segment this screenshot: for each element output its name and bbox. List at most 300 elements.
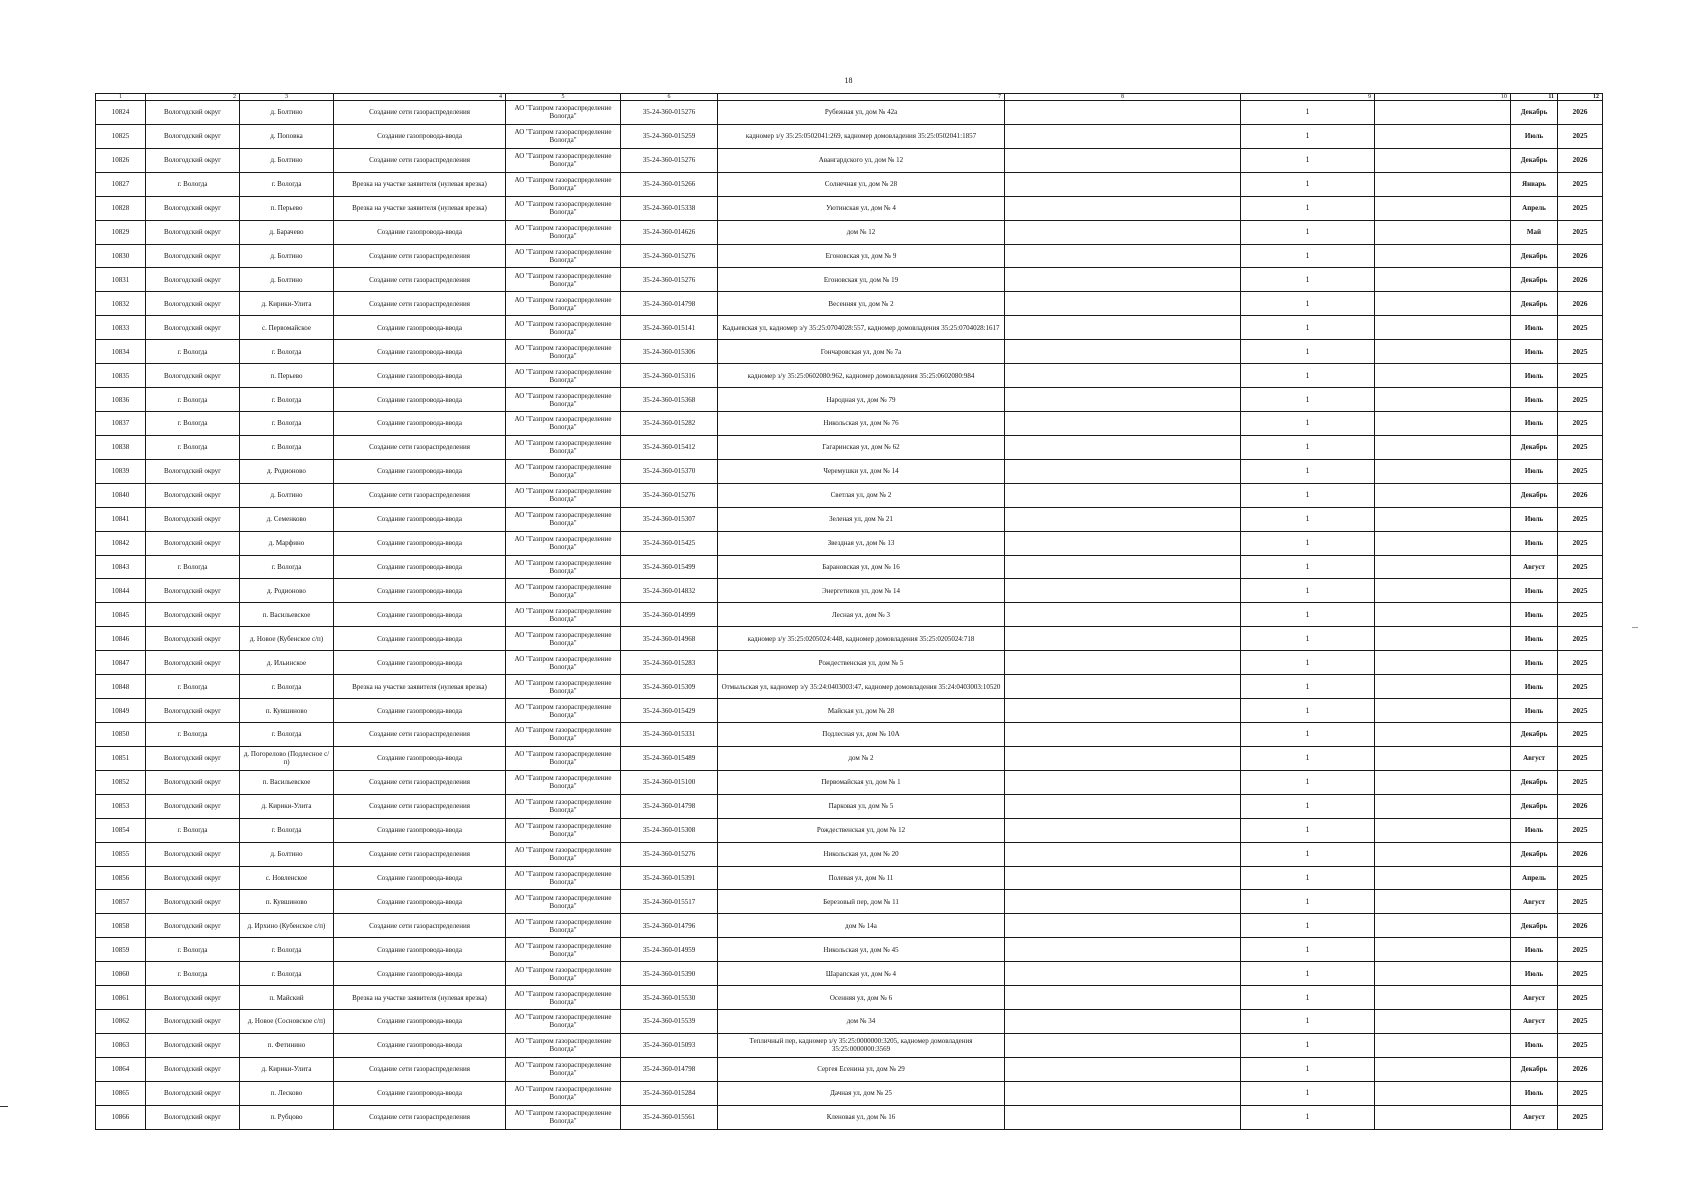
settlement-cell: д. Барачево <box>240 220 334 244</box>
month-cell: Август <box>1511 1010 1558 1034</box>
application-number-cell: 35-24-360-015307 <box>621 507 718 531</box>
row-id-cell: 10855 <box>96 842 146 866</box>
address-cell: Гончаровская ул, дом № 7а <box>718 340 1005 364</box>
work-type-cell: Врезка на участке заявителя (нулевая врезка) <box>334 172 506 196</box>
work-type-cell: Создание газопровода-ввода <box>334 866 506 890</box>
month-cell: Август <box>1511 986 1558 1010</box>
column-number-cell: 6 <box>621 94 718 101</box>
settlement-cell: п. Рубцово <box>240 1105 334 1129</box>
work-type-cell: Создание сети газораспределения <box>334 244 506 268</box>
count-cell: 1 <box>1241 770 1375 794</box>
district-cell: Вологодский округ <box>146 699 240 723</box>
application-number-cell: 35-24-360-015561 <box>621 1105 718 1129</box>
row-id-cell: 10846 <box>96 627 146 651</box>
address-cell: Подлесная ул, дом № 10А <box>718 722 1005 746</box>
application-number-cell: 35-24-360-015276 <box>621 148 718 172</box>
extra-cell <box>1375 627 1511 651</box>
count-cell: 1 <box>1241 986 1375 1010</box>
table-row <box>96 507 1603 531</box>
note-cell <box>1005 1105 1241 1129</box>
application-number-cell: 35-24-360-015429 <box>621 699 718 723</box>
row-id-cell: 10858 <box>96 914 146 938</box>
district-cell: г. Вологда <box>146 435 240 459</box>
application-number-cell: 35-24-360-014999 <box>621 603 718 627</box>
application-number-cell: 35-24-360-014968 <box>621 627 718 651</box>
month-cell: Июль <box>1511 603 1558 627</box>
settlement-cell: г. Вологда <box>240 340 334 364</box>
application-number-cell: 35-24-360-015283 <box>621 651 718 675</box>
row-id-cell: 10866 <box>96 1105 146 1129</box>
count-cell: 1 <box>1241 699 1375 723</box>
table-row <box>96 459 1603 483</box>
count-cell: 1 <box>1241 722 1375 746</box>
district-cell: г. Вологда <box>146 722 240 746</box>
application-number-cell: 35-24-360-015141 <box>621 316 718 340</box>
organization-cell: АО "Газпром газораспределение Вологда" <box>506 1081 621 1105</box>
district-cell: Вологодский округ <box>146 1057 240 1081</box>
work-type-cell: Создание газопровода-ввода <box>334 364 506 388</box>
table-row <box>96 196 1603 220</box>
table-row <box>96 220 1603 244</box>
count-cell: 1 <box>1241 340 1375 364</box>
table-row <box>96 292 1603 316</box>
table-row <box>96 986 1603 1010</box>
table-row <box>96 411 1603 435</box>
count-cell: 1 <box>1241 244 1375 268</box>
year-cell: 2025 <box>1558 388 1603 412</box>
note-cell <box>1005 124 1241 148</box>
note-cell <box>1005 316 1241 340</box>
count-cell: 1 <box>1241 818 1375 842</box>
settlement-cell: п. Васильевское <box>240 770 334 794</box>
note-cell <box>1005 220 1241 244</box>
address-cell: кадномер з/у 35:25:0502041:269, кадномер домовладения 35:25:0502041:1857 <box>718 124 1005 148</box>
organization-cell: АО "Газпром газораспределение Вологда" <box>506 914 621 938</box>
page-number: 18 <box>844 76 853 85</box>
address-cell: Полевая ул, дом № 11 <box>718 866 1005 890</box>
work-type-cell: Создание газопровода-ввода <box>334 531 506 555</box>
note-cell <box>1005 675 1241 699</box>
application-number-cell: 35-24-360-015391 <box>621 866 718 890</box>
note-cell <box>1005 196 1241 220</box>
table-row <box>96 699 1603 723</box>
address-cell: Кадыевская ул, кадномер з/у 35:25:0704028:557, кадномер домовладения 35:25:0704028:1617 <box>718 316 1005 340</box>
settlement-cell: д. Погорелово (Подлесное с/п) <box>240 746 334 770</box>
district-cell: Вологодский округ <box>146 364 240 388</box>
organization-cell: АО "Газпром газораспределение Вологда" <box>506 196 621 220</box>
row-id-cell: 10854 <box>96 818 146 842</box>
month-cell: Июль <box>1511 531 1558 555</box>
application-number-cell: 35-24-360-015489 <box>621 746 718 770</box>
row-id-cell: 10842 <box>96 531 146 555</box>
count-cell: 1 <box>1241 555 1375 579</box>
year-cell: 2025 <box>1558 124 1603 148</box>
extra-cell <box>1375 268 1511 292</box>
extra-cell <box>1375 435 1511 459</box>
row-id-cell: 10834 <box>96 340 146 364</box>
settlement-cell: г. Вологда <box>240 435 334 459</box>
settlement-cell: г. Вологда <box>240 938 334 962</box>
year-cell: 2025 <box>1558 555 1603 579</box>
row-id-cell: 10832 <box>96 292 146 316</box>
note-cell <box>1005 603 1241 627</box>
work-type-cell: Создание газопровода-ввода <box>334 938 506 962</box>
count-cell: 1 <box>1241 507 1375 531</box>
district-cell: Вологодский округ <box>146 1105 240 1129</box>
year-cell: 2026 <box>1558 483 1603 507</box>
extra-cell <box>1375 914 1511 938</box>
table-row <box>96 651 1603 675</box>
address-cell: дом № 12 <box>718 220 1005 244</box>
count-cell: 1 <box>1241 316 1375 340</box>
year-cell: 2025 <box>1558 172 1603 196</box>
row-id-cell: 10825 <box>96 124 146 148</box>
extra-cell <box>1375 675 1511 699</box>
address-cell: Парковая ул, дом № 5 <box>718 794 1005 818</box>
settlement-cell: д. Ирхино (Кубенское с/п) <box>240 914 334 938</box>
organization-cell: АО "Газпром газораспределение Вологда" <box>506 364 621 388</box>
table-row <box>96 1081 1603 1105</box>
settlement-cell: д. Кирики-Улита <box>240 794 334 818</box>
settlement-cell: п. Перьево <box>240 196 334 220</box>
settlement-cell: п. Васильевское <box>240 603 334 627</box>
month-cell: Декабрь <box>1511 244 1558 268</box>
month-cell: Июль <box>1511 459 1558 483</box>
address-cell: дом № 14а <box>718 914 1005 938</box>
address-cell: Шарапская ул, дом № 4 <box>718 962 1005 986</box>
district-cell: Вологодский округ <box>146 627 240 651</box>
month-cell: Декабрь <box>1511 292 1558 316</box>
address-cell: Первомайская ул, дом № 1 <box>718 770 1005 794</box>
address-cell: Рубежная ул, дом № 42а <box>718 101 1005 125</box>
organization-cell: АО "Газпром газораспределение Вологда" <box>506 101 621 125</box>
table-row <box>96 579 1603 603</box>
column-number-cell: 1 <box>96 94 146 101</box>
address-cell: Рождественская ул, дом № 5 <box>718 651 1005 675</box>
district-cell: Вологодский округ <box>146 770 240 794</box>
organization-cell: АО "Газпром газораспределение Вологда" <box>506 268 621 292</box>
month-cell: Июль <box>1511 579 1558 603</box>
application-number-cell: 35-24-360-015530 <box>621 986 718 1010</box>
application-number-cell: 35-24-360-015282 <box>621 411 718 435</box>
settlement-cell: г. Вологда <box>240 172 334 196</box>
extra-cell <box>1375 890 1511 914</box>
organization-cell: АО "Газпром газораспределение Вологда" <box>506 1105 621 1129</box>
year-cell: 2025 <box>1558 866 1603 890</box>
note-cell <box>1005 340 1241 364</box>
work-type-cell: Создание газопровода-ввода <box>334 388 506 412</box>
work-type-cell: Создание сети газораспределения <box>334 722 506 746</box>
work-type-cell: Создание газопровода-ввода <box>334 962 506 986</box>
extra-cell <box>1375 196 1511 220</box>
district-cell: Вологодский округ <box>146 603 240 627</box>
month-cell: Июль <box>1511 818 1558 842</box>
note-cell <box>1005 1081 1241 1105</box>
row-id-cell: 10839 <box>96 459 146 483</box>
work-type-cell: Создание сети газораспределения <box>334 268 506 292</box>
district-cell: Вологодский округ <box>146 914 240 938</box>
year-cell: 2026 <box>1558 268 1603 292</box>
count-cell: 1 <box>1241 435 1375 459</box>
organization-cell: АО "Газпром газораспределение Вологда" <box>506 316 621 340</box>
month-cell: Май <box>1511 220 1558 244</box>
month-cell: Декабрь <box>1511 842 1558 866</box>
column-number-row <box>96 94 1603 101</box>
note-cell <box>1005 890 1241 914</box>
work-type-cell: Создание газопровода-ввода <box>334 579 506 603</box>
count-cell: 1 <box>1241 627 1375 651</box>
address-cell: Никольская ул, дом № 20 <box>718 842 1005 866</box>
organization-cell: АО "Газпром газораспределение Вологда" <box>506 603 621 627</box>
organization-cell: АО "Газпром газораспределение Вологда" <box>506 124 621 148</box>
row-id-cell: 10843 <box>96 555 146 579</box>
application-number-cell: 35-24-360-014796 <box>621 914 718 938</box>
work-type-cell: Создание сети газораспределения <box>334 770 506 794</box>
application-number-cell: 35-24-360-015093 <box>621 1033 718 1057</box>
settlement-cell: д. Болтино <box>240 483 334 507</box>
count-cell: 1 <box>1241 675 1375 699</box>
application-number-cell: 35-24-360-015412 <box>621 435 718 459</box>
row-id-cell: 10824 <box>96 101 146 125</box>
count-cell: 1 <box>1241 794 1375 818</box>
table-row <box>96 483 1603 507</box>
district-cell: г. Вологда <box>146 411 240 435</box>
extra-cell <box>1375 1081 1511 1105</box>
address-cell: Гагаринская ул, дом № 62 <box>718 435 1005 459</box>
count-cell: 1 <box>1241 364 1375 388</box>
extra-cell <box>1375 148 1511 172</box>
organization-cell: АО "Газпром газораспределение Вологда" <box>506 340 621 364</box>
table-row <box>96 914 1603 938</box>
work-type-cell: Врезка на участке заявителя (нулевая врезка) <box>334 986 506 1010</box>
year-cell: 2025 <box>1558 1105 1603 1129</box>
application-number-cell: 35-24-360-015100 <box>621 770 718 794</box>
count-cell: 1 <box>1241 148 1375 172</box>
extra-cell <box>1375 746 1511 770</box>
table-row <box>96 316 1603 340</box>
row-id-cell: 10857 <box>96 890 146 914</box>
column-number-cell: 11 <box>1511 94 1558 101</box>
work-type-cell: Создание газопровода-ввода <box>334 340 506 364</box>
note-cell <box>1005 962 1241 986</box>
organization-cell: АО "Газпром газораспределение Вологда" <box>506 1010 621 1034</box>
column-number-cell: 4 <box>334 94 506 101</box>
extra-cell <box>1375 459 1511 483</box>
count-cell: 1 <box>1241 411 1375 435</box>
month-cell: Декабрь <box>1511 435 1558 459</box>
note-cell <box>1005 1010 1241 1034</box>
extra-cell <box>1375 579 1511 603</box>
address-cell: Егоновская ул, дом № 9 <box>718 244 1005 268</box>
note-cell <box>1005 579 1241 603</box>
application-number-cell: 35-24-360-015390 <box>621 962 718 986</box>
note-cell <box>1005 364 1241 388</box>
note-cell <box>1005 435 1241 459</box>
table-row <box>96 746 1603 770</box>
organization-cell: АО "Газпром газораспределение Вологда" <box>506 579 621 603</box>
note-cell <box>1005 722 1241 746</box>
year-cell: 2025 <box>1558 627 1603 651</box>
address-cell: кадномер з/у 35:25:0205024:448, кадномер домовладения 35:25:0205024:718 <box>718 627 1005 651</box>
district-cell: Вологодский округ <box>146 507 240 531</box>
district-cell: Вологодский округ <box>146 531 240 555</box>
year-cell: 2025 <box>1558 340 1603 364</box>
district-cell: г. Вологда <box>146 962 240 986</box>
organization-cell: АО "Газпром газораспределение Вологда" <box>506 292 621 316</box>
year-cell: 2026 <box>1558 244 1603 268</box>
note-cell <box>1005 842 1241 866</box>
address-cell: Егоновская ул, дом № 19 <box>718 268 1005 292</box>
year-cell: 2025 <box>1558 196 1603 220</box>
table-row <box>96 148 1603 172</box>
extra-cell <box>1375 124 1511 148</box>
row-id-cell: 10865 <box>96 1081 146 1105</box>
month-cell: Декабрь <box>1511 268 1558 292</box>
district-cell: Вологодский округ <box>146 196 240 220</box>
month-cell: Июль <box>1511 699 1558 723</box>
organization-cell: АО "Газпром газораспределение Вологда" <box>506 890 621 914</box>
application-number-cell: 35-24-360-014626 <box>621 220 718 244</box>
settlement-cell: д. Ильинское <box>240 651 334 675</box>
year-cell: 2025 <box>1558 651 1603 675</box>
row-id-cell: 10827 <box>96 172 146 196</box>
application-number-cell: 35-24-360-015276 <box>621 483 718 507</box>
extra-cell <box>1375 866 1511 890</box>
work-type-cell: Создание сети газораспределения <box>334 101 506 125</box>
settlement-cell: д. Болтино <box>240 268 334 292</box>
month-cell: Июль <box>1511 411 1558 435</box>
district-cell: Вологодский округ <box>146 986 240 1010</box>
settlement-cell: д. Новое (Сосновское с/п) <box>240 1010 334 1034</box>
year-cell: 2025 <box>1558 890 1603 914</box>
organization-cell: АО "Газпром газораспределение Вологда" <box>506 770 621 794</box>
count-cell: 1 <box>1241 459 1375 483</box>
settlement-cell: г. Вологда <box>240 962 334 986</box>
district-cell: Вологодский округ <box>146 101 240 125</box>
organization-cell: АО "Газпром газораспределение Вологда" <box>506 483 621 507</box>
address-cell: Барановская ул, дом № 16 <box>718 555 1005 579</box>
month-cell: Август <box>1511 890 1558 914</box>
address-cell: Дачная ул, дом № 25 <box>718 1081 1005 1105</box>
year-cell: 2026 <box>1558 914 1603 938</box>
count-cell: 1 <box>1241 1057 1375 1081</box>
extra-cell <box>1375 1105 1511 1129</box>
work-type-cell: Создание сети газораспределения <box>334 435 506 459</box>
note-cell <box>1005 531 1241 555</box>
table-row <box>96 770 1603 794</box>
work-type-cell: Врезка на участке заявителя (нулевая врезка) <box>334 675 506 699</box>
settlement-cell: д. Болтино <box>240 842 334 866</box>
organization-cell: АО "Газпром газораспределение Вологда" <box>506 962 621 986</box>
count-cell: 1 <box>1241 890 1375 914</box>
year-cell: 2026 <box>1558 292 1603 316</box>
count-cell: 1 <box>1241 1033 1375 1057</box>
settlement-cell: п. Майский <box>240 986 334 1010</box>
work-type-cell: Создание сети газораспределения <box>334 914 506 938</box>
work-type-cell: Создание газопровода-ввода <box>334 411 506 435</box>
work-type-cell: Создание газопровода-ввода <box>334 555 506 579</box>
organization-cell: АО "Газпром газораспределение Вологда" <box>506 675 621 699</box>
district-cell: г. Вологда <box>146 340 240 364</box>
month-cell: Декабрь <box>1511 722 1558 746</box>
row-id-cell: 10859 <box>96 938 146 962</box>
district-cell: Вологодский округ <box>146 1033 240 1057</box>
count-cell: 1 <box>1241 292 1375 316</box>
organization-cell: АО "Газпром газораспределение Вологда" <box>506 746 621 770</box>
work-type-cell: Создание сети газораспределения <box>334 483 506 507</box>
count-cell: 1 <box>1241 101 1375 125</box>
table-row <box>96 388 1603 412</box>
row-id-cell: 10861 <box>96 986 146 1010</box>
year-cell: 2025 <box>1558 411 1603 435</box>
settlement-cell: д. Родионово <box>240 459 334 483</box>
count-cell: 1 <box>1241 579 1375 603</box>
count-cell: 1 <box>1241 220 1375 244</box>
extra-cell <box>1375 722 1511 746</box>
extra-cell <box>1375 101 1511 125</box>
month-cell: Июль <box>1511 962 1558 986</box>
row-id-cell: 10844 <box>96 579 146 603</box>
year-cell: 2025 <box>1558 364 1603 388</box>
district-cell: Вологодский округ <box>146 292 240 316</box>
year-cell: 2025 <box>1558 722 1603 746</box>
address-cell: Уютинская ул, дом № 4 <box>718 196 1005 220</box>
count-cell: 1 <box>1241 866 1375 890</box>
application-number-cell: 35-24-360-015331 <box>621 722 718 746</box>
address-cell: Сергея Есенина ул, дом № 29 <box>718 1057 1005 1081</box>
settlement-cell: д. Марфино <box>240 531 334 555</box>
note-cell <box>1005 699 1241 723</box>
work-type-cell: Врезка на участке заявителя (нулевая врезка) <box>334 196 506 220</box>
year-cell: 2025 <box>1558 507 1603 531</box>
note-cell <box>1005 388 1241 412</box>
note-cell <box>1005 244 1241 268</box>
month-cell: Август <box>1511 555 1558 579</box>
month-cell: Июль <box>1511 124 1558 148</box>
extra-cell <box>1375 555 1511 579</box>
extra-cell <box>1375 483 1511 507</box>
column-number-cell: 12 <box>1558 94 1603 101</box>
table-row <box>96 627 1603 651</box>
work-type-cell: Создание газопровода-ввода <box>334 316 506 340</box>
work-type-cell: Создание газопровода-ввода <box>334 1081 506 1105</box>
application-number-cell: 35-24-360-015306 <box>621 340 718 364</box>
note-cell <box>1005 794 1241 818</box>
work-type-cell: Создание сети газораспределения <box>334 794 506 818</box>
organization-cell: АО "Газпром газораспределение Вологда" <box>506 986 621 1010</box>
column-number-cell: 3 <box>240 94 334 101</box>
district-cell: Вологодский округ <box>146 244 240 268</box>
row-id-cell: 10852 <box>96 770 146 794</box>
month-cell: Декабрь <box>1511 770 1558 794</box>
connections-table <box>95 93 1603 1130</box>
table-row <box>96 962 1603 986</box>
application-number-cell: 35-24-360-014798 <box>621 292 718 316</box>
count-cell: 1 <box>1241 388 1375 412</box>
settlement-cell: с. Новленское <box>240 866 334 890</box>
table-row <box>96 818 1603 842</box>
organization-cell: АО "Газпром газораспределение Вологда" <box>506 435 621 459</box>
extra-cell <box>1375 507 1511 531</box>
extra-cell <box>1375 938 1511 962</box>
organization-cell: АО "Газпром газораспределение Вологда" <box>506 842 621 866</box>
settlement-cell: г. Вологда <box>240 675 334 699</box>
organization-cell: АО "Газпром газораспределение Вологда" <box>506 1033 621 1057</box>
note-cell <box>1005 148 1241 172</box>
row-id-cell: 10840 <box>96 483 146 507</box>
organization-cell: АО "Газпром газораспределение Вологда" <box>506 938 621 962</box>
extra-cell <box>1375 770 1511 794</box>
